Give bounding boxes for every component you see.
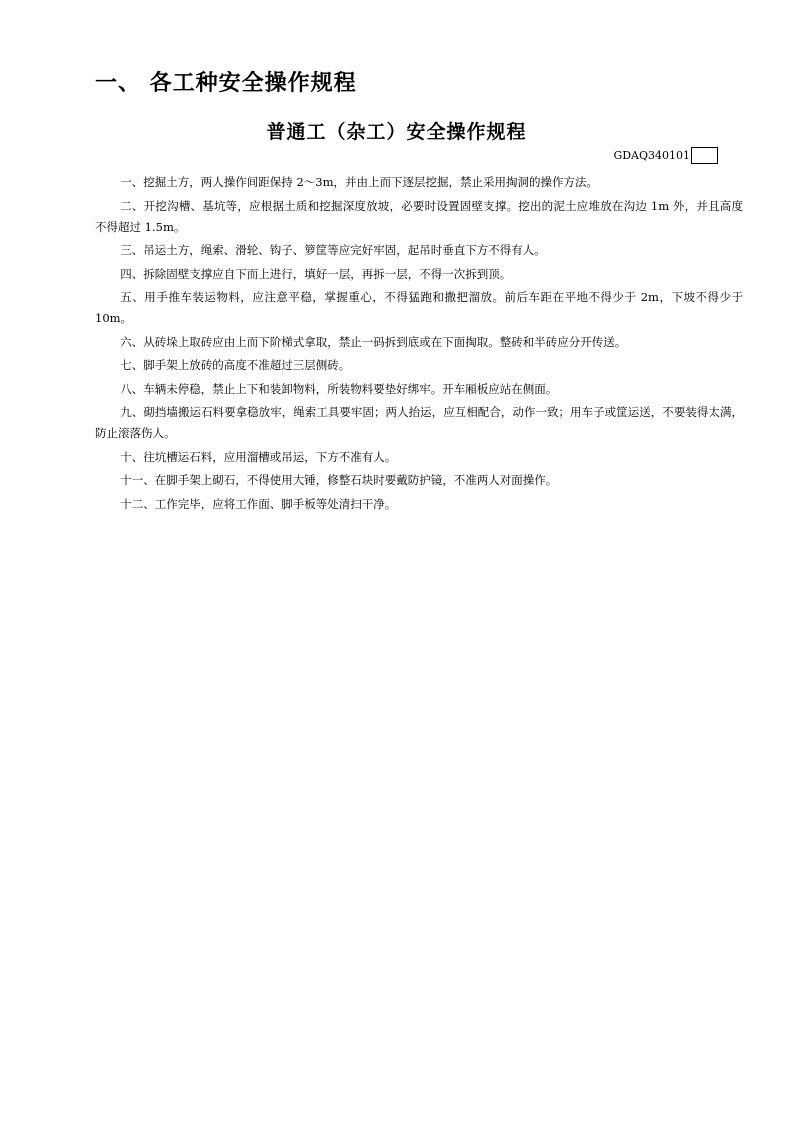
document-code-row [613,147,718,164]
regulation-item-12: 十二、工作完毕，应将工作面、脚手板等处清扫干净。 [120,496,397,511]
section-heading: 一、 各工种安全操作规程 [95,71,357,96]
regulation-item-9: 九、砌挡墙搬运石料要拿稳放牢，绳索工具要牢固；两人抬运，应互相配合，动作一致；用车子或筐运送，不要装得太满，防止滚落伤人。 [95,405,743,440]
regulation-item-11: 十一、在脚手架上砌石，不得使用大锤，修整石块时要戴防护镜，不准两人对面操作。 [120,473,558,487]
regulation-item-4: 四、拆除固壁支撑应自下而上进行，填好一层，再拆一层，不得一次拆到顶。 [120,266,512,281]
regulation-body [95,172,743,517]
document-code: GDAQ340101 [613,149,690,162]
regulation-item-7: 七、脚手架上放砖的高度不准超过三层侧砖。 [120,358,351,372]
regulation-item-6: 六、从砖垛上取砖应由上而下阶梯式拿取，禁止一码拆到底或在下面掏取。整砖和半砖应分开传送。 [120,334,627,349]
regulation-item-5: 五、用手推车装运物料，应注意平稳，掌握重心，不得猛跑和撒把溜放。前后车距在平地不得少于 2m，下坡不得少于 10m。 [95,290,743,325]
regulation-item-10: 十、往坑槽运石料，应用溜槽或吊运，下方不准有人。 [120,449,397,464]
regulation-item-3: 三、吊运土方，绳索、滑轮、钩子、箩筐等应完好牢固，起吊时垂直下方不得有人。 [120,243,546,257]
regulation-item-2: 二、开挖沟槽、基坑等，应根据土质和挖掘深度放坡，必要时设置固壁支撑。挖出的泥土应堆放在沟边 1m 外，并且高度不得超过 1.5m。 [95,198,743,234]
regulation-item-1: 一、挖掘土方，两人操作间距保持 2～3m，并由上而下逐层挖掘，禁止采用掏洞的操作方法。 [120,175,598,189]
document-title: 普通工（杂工）安全操作规程 [266,121,527,143]
regulation-item-8: 八、车辆未停稳，禁止上下和装卸物料，所装物料要垫好绑牢。开车厢板应站在侧面。 [120,381,558,396]
code-box [691,147,718,164]
